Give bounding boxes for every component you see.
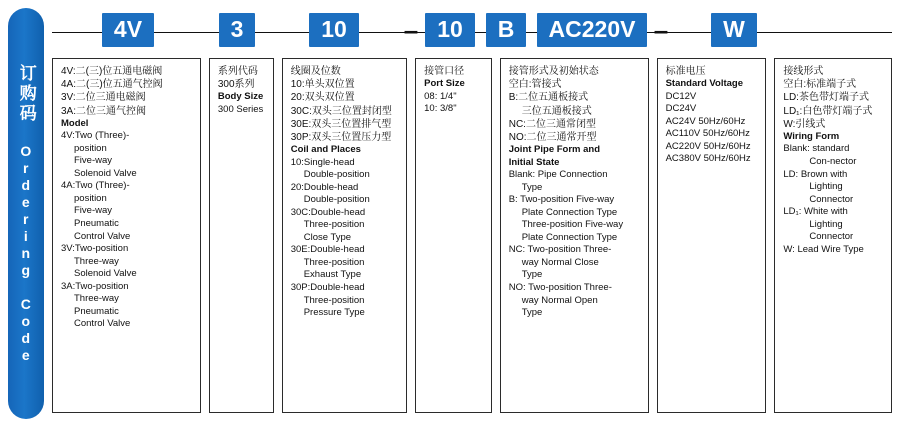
description-line: 300系列: [217, 79, 255, 91]
description-line: 3V:二位三通电磁阀: [61, 92, 146, 104]
description-line: Three-position: [303, 219, 365, 231]
code-chip: [52, 10, 204, 50]
description-boxes: [52, 58, 892, 413]
description-line: Port Size: [424, 78, 465, 90]
description-line: 30P:Double-head: [290, 281, 365, 293]
diagram-content: [52, 10, 892, 418]
code-chip: [476, 10, 536, 50]
description-line: Pressure Type: [303, 307, 365, 319]
description-line: NO:二位三通常开型: [508, 131, 597, 143]
description-line: Exhaust Type: [303, 269, 362, 281]
description-line: AC24V 50Hz/60Hz: [665, 115, 746, 127]
code-cells: [52, 10, 892, 56]
description-line: Initial State: [508, 156, 560, 168]
description-line: Close Type: [303, 231, 352, 243]
description-line: DC12V: [665, 90, 697, 102]
code-chip-label: 4V: [102, 13, 154, 47]
description-line: position: [74, 142, 107, 154]
description-line: Three-way: [74, 293, 119, 305]
description-line: Wiring Form: [783, 130, 840, 142]
description-line: B: Two-position Five-way: [508, 194, 615, 206]
code-separator-dash: –: [403, 15, 419, 45]
description-line: Three-position: [303, 256, 365, 268]
description-line: 30P:双头三位置压力型: [290, 131, 392, 143]
description-line: Three-position: [303, 294, 365, 306]
code-chip-label: B: [486, 13, 527, 47]
description-line: 3V:Two-position: [61, 243, 129, 255]
description-box: [774, 58, 892, 413]
description-line: Joint Pipe Form and: [508, 144, 601, 156]
description-line: 30C:Double-head: [290, 206, 366, 218]
description-line: Con-nector: [809, 156, 857, 167]
description-line: DC24V: [665, 103, 697, 115]
description-line: 接管形式及初始状态: [508, 66, 599, 77]
description-line: way Normal Close: [521, 256, 599, 268]
description-box: [415, 58, 492, 413]
description-line: Plate Connection Type: [521, 231, 618, 243]
description-line: Plate Connection Type: [521, 206, 618, 218]
description-line: Solenoid Valve: [74, 268, 137, 280]
code-chip: [204, 10, 270, 50]
description-line: Control Valve: [74, 230, 131, 242]
description-box: [500, 58, 649, 413]
description-line: Model: [61, 117, 89, 129]
sidebar-label-en: Ordering Code: [17, 142, 34, 364]
code-chip: [536, 10, 648, 50]
description-line: Solenoid Valve: [74, 167, 137, 179]
description-line: Lighting: [809, 218, 843, 230]
description-line: W: Lead Wire Type: [783, 243, 864, 255]
description-line: Five-way: [74, 205, 113, 217]
description-line: 20:Double-head: [290, 181, 359, 193]
sidebar-label: [16, 64, 36, 364]
description-line: NC:二位三通常闭型: [508, 118, 596, 130]
description-line: way Normal Open: [521, 294, 598, 306]
description-line: Connector: [809, 231, 854, 243]
description-line: 300 Series: [217, 103, 264, 115]
description-line: 4V:Two (Three)-: [61, 130, 130, 142]
sidebar-ordering-code: [8, 8, 44, 419]
description-box: [657, 58, 767, 413]
description-line: 20:双头双位置: [290, 92, 355, 104]
description-line: 接管口径: [424, 66, 465, 77]
code-chip: [424, 10, 476, 50]
description-line: 10: 3/8": [424, 103, 457, 115]
code-chip-label: 10: [309, 13, 359, 47]
description-line: Body Size: [217, 91, 264, 103]
code-separator: [648, 10, 674, 50]
description-line: Control Valve: [74, 318, 131, 330]
code-chip-label: W: [711, 13, 757, 47]
description-line: 10:Single-head: [290, 156, 355, 168]
description-line: Pneumatic: [74, 218, 119, 229]
sidebar-label-cn: 订购码: [16, 63, 36, 124]
description-line: 4A:二(三)位五通气控阀: [61, 79, 163, 91]
description-line: Standard Voltage: [665, 78, 744, 90]
description-line: position: [74, 192, 107, 204]
description-line: 10:单头双位置: [290, 79, 355, 91]
description-line: 4V:二(三)位五通电磁阀: [61, 66, 163, 77]
description-line: 30E:Double-head: [290, 244, 365, 256]
description-line: 线圈及位数: [290, 66, 341, 77]
code-separator-dash: –: [653, 15, 669, 45]
code-chip-label: 3: [219, 13, 256, 47]
description-line: LD₁: White with: [783, 206, 848, 218]
description-line: 4A:Two (Three)-: [61, 180, 130, 192]
description-line: 空白:管接式: [508, 79, 562, 91]
description-line: Type: [521, 269, 543, 281]
description-line: 3A:二位三通气控阀: [61, 105, 147, 117]
description-line: Pneumatic: [74, 305, 119, 317]
description-box: [209, 58, 274, 413]
description-line: Blank: standard: [783, 143, 850, 155]
code-chip: [270, 10, 398, 50]
code-chip-label: AC220V: [537, 13, 648, 47]
code-chip-label: 10: [425, 13, 475, 47]
description-line: B:二位五通板接式: [508, 92, 589, 104]
description-line: AC220V 50Hz/60Hz: [665, 140, 751, 152]
description-line: Connector: [809, 193, 854, 205]
description-line: LD₁:白色带灯端子式: [783, 105, 873, 117]
description-line: AC110V 50Hz/60Hz: [665, 128, 750, 140]
description-line: Five-way: [74, 155, 113, 167]
description-box: [52, 58, 201, 413]
description-line: Double-position: [303, 169, 370, 181]
description-line: 空白:标准端子式: [783, 79, 857, 91]
description-line: Double-position: [303, 194, 370, 206]
description-line: NO: Two-position Three-: [508, 281, 612, 293]
description-line: 接线形式: [783, 66, 824, 77]
description-line: Blank: Pipe Connection: [508, 169, 608, 181]
description-line: 标准电压: [665, 66, 706, 77]
description-line: 30E:双头三位置排气型: [290, 118, 392, 130]
description-line: W:引线式: [783, 118, 826, 130]
code-separator: [398, 10, 424, 50]
description-line: AC380V 50Hz/60Hz: [665, 153, 751, 165]
description-line: LD:茶色带灯端子式: [783, 92, 869, 104]
description-line: NC: Two-position Three-: [508, 244, 612, 256]
description-line: Type: [521, 181, 543, 193]
description-line: 三位五通板接式: [521, 105, 592, 117]
code-chip: [674, 10, 794, 50]
description-box: [282, 58, 407, 413]
description-line: Three-way: [74, 255, 119, 267]
code-row: [52, 10, 892, 56]
description-line: Lighting: [809, 181, 843, 193]
description-line: Coil and Places: [290, 144, 361, 156]
description-line: LD: Brown with: [783, 168, 848, 180]
description-line: 系列代码: [217, 66, 258, 77]
description-line: 30C:双头三位置封闭型: [290, 105, 392, 117]
description-line: 3A:Two-position: [61, 280, 129, 292]
description-line: 08: 1/4": [424, 90, 457, 102]
description-line: Three-position Five-way: [521, 219, 624, 231]
description-line: Type: [521, 307, 543, 319]
